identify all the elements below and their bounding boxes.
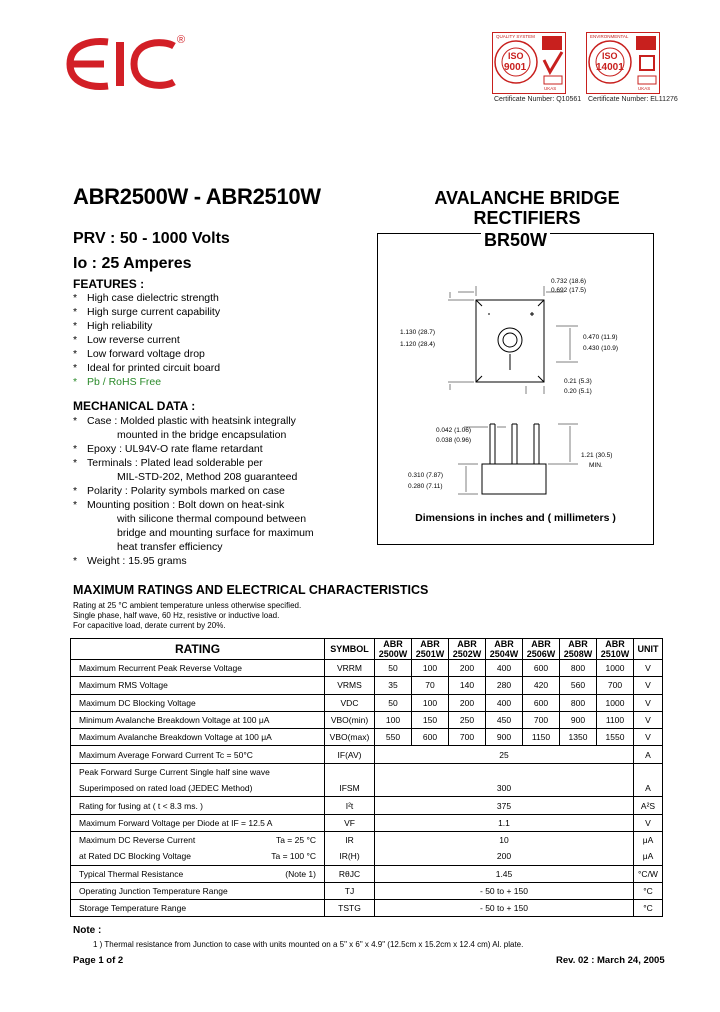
list-item: * High case dielectric strength [73,292,219,304]
table-row: Operating Junction Temperature Range TJ - 50 to + 150 °C [71,882,663,899]
col-part: ABR 2510W [597,639,634,660]
ratings-table [70,638,663,917]
list-item-cont: MIL-STD-202, Method 208 guaranteed [117,471,298,483]
dim-width-mm: 0.692 (17.5) [551,287,587,294]
package-name: BR50W [481,230,550,251]
list-item: * Low forward voltage drop [73,348,205,360]
list-item: * Low reverse current [73,334,180,346]
list-item-cont: with silicone thermal compound between [117,513,307,525]
dim-lead-len: 1.21 (30.5) [581,452,613,459]
io-spec: Io : 25 Amperes [73,255,192,272]
table-row: Storage Temperature Range TSTG - 50 to + 150 °C [71,900,663,917]
package-drawing [378,262,653,510]
dim-edge-mm: 0.20 (5.1) [564,388,592,395]
table-row: Maximum DC Reverse Current Ta = 25 °C IR 10 μA [71,831,663,848]
eic-logo [64,34,188,94]
features-list [73,291,373,389]
ring-text: ENVIRONMENTAL [590,34,629,39]
cert-number-9001: Certificate Number: Q10561 [494,96,582,103]
list-item-cont: bridge and mounting surface for maximum [117,527,314,539]
ring-text: QUALITY SYSTEM [496,34,535,39]
table-row: Maximum RMS Voltage VRMS 35 70 140 280 420 560 700 V [71,677,663,694]
iso-text: ISO [508,51,524,61]
ukas-text: UKAS [638,86,651,91]
table-row: Superimposed on rated load (JEDEC Method) IFSM 300 A [71,780,663,797]
iso-text: ISO [602,51,618,61]
table-row: Typical Thermal Resistance (Note 1) RθJC 1.45 °C/W [71,865,663,882]
col-symbol: SYMBOL [325,639,375,660]
top-view [448,286,578,394]
col-part: ABR 2506W [523,639,560,660]
table-row: Maximum Avalanche Breakdown Voltage at 100 μA VBO(max) 550 600 700 900 1150 1350 1550 V [71,729,663,746]
product-title: ABR2500W - ABR2510W [73,184,321,209]
dim-width-in: 0.732 (18.6) [551,278,587,285]
dim-height-mm: 1.120 (28.4) [400,341,436,348]
subtitle-line-2: RECTIFIERS [473,208,581,228]
table-header-row [71,639,663,660]
product-subtitle [402,188,652,228]
dim-height-in: 1.130 (28.7) [400,329,436,336]
list-item: * High reliability [73,320,153,332]
note-heading: Note : [73,925,102,936]
table-row: Maximum Recurrent Peak Reverse Voltage VRRM 50 100 200 400 600 800 1000 V [71,660,663,677]
rating-note: Rating at 25 °C ambient temperature unless otherwise specified. [73,601,302,610]
iso14001-badge [586,32,660,94]
iso-number: 14001 [596,62,624,73]
iso-number: 9001 [504,62,527,73]
prv-spec: PRV : 50 - 1000 Volts [73,230,230,247]
list-item-cont: heat transfer efficiency [117,541,223,553]
subtitle-line-1: AVALANCHE BRIDGE [434,188,620,208]
features-heading: FEATURES : [73,277,145,291]
list-item: * Ideal for printed circuit board [73,362,221,374]
list-item: * High surge current capability [73,306,221,318]
dim-hole-in: 0.470 (11.9) [583,334,618,341]
table-row: Maximum Average Forward Current Tc = 50°C IF(AV) 25 A [71,746,663,763]
rating-note: For capacitive load, derate current by 20%. [73,621,226,630]
dim-body-t-mm: 0.280 (7.11) [408,483,443,490]
list-item: * Epoxy : UL94V-O rate flame retardant [73,443,263,455]
iso9001-badge [492,32,566,94]
col-part: ABR 2500W [375,639,412,660]
col-part: ABR 2508W [560,639,597,660]
page-number: Page 1 of 2 [73,955,124,966]
table-row: Maximum Forward Voltage per Diode at IF = 12.5 A VF 1.1 V [71,814,663,831]
list-item: * Case : Molded plastic with heatsink integrally [73,415,296,427]
col-rating: RATING [71,639,325,660]
list-item: * Polarity : Polarity symbols marked on case [73,485,285,497]
dim-lead-w-in: 0.042 (1.06) [436,427,472,434]
cert-number-14001: Certificate Number: EL11276 [588,96,678,103]
mechanical-list [73,414,373,568]
list-item-rohs: * Pb / RoHS Free [73,376,162,388]
col-part: ABR 2501W [412,639,449,660]
dim-body-t-in: 0.310 (7.87) [408,472,444,479]
side-view [458,424,578,494]
dim-lead-w-mm: 0.038 (0.96) [436,437,472,444]
col-part: ABR 2502W [449,639,486,660]
table-row: Rating for fusing at ( t < 8.3 ms. ) I²t 375 A²S [71,797,663,814]
col-unit: UNIT [634,639,663,660]
dim-lead-len-min: MIN. [589,462,603,469]
mechanical-heading: MECHANICAL DATA : [73,399,196,413]
table-row: Minimum Avalanche Breakdown Voltage at 100 μA VBO(min) 100 150 250 450 700 900 1100 V [71,711,663,728]
table-row: at Rated DC Blocking Voltage Ta = 100 °C IR(H) 200 μA [71,848,663,865]
logo-text [64,34,65,35]
list-item-cont: mounted in the bridge encapsulation [117,429,287,441]
rating-note: Single phase, half wave, 60 Hz, resistive or inductive load. [73,611,280,620]
dim-hole-mm: 0.430 (10.9) [583,345,619,352]
table-row: Peak Forward Surge Current Single half sine wave [71,763,663,780]
ratings-heading: MAXIMUM RATINGS AND ELECTRICAL CHARACTERISTICS [73,583,429,597]
table-row: Maximum DC Blocking Voltage VDC 50 100 200 400 600 800 1000 V [71,694,663,711]
registered-mark: ® [177,34,186,46]
ukas-text: UKAS [544,86,557,91]
note-text: 1 ) Thermal resistance from Junction to case with units mounted on a 5" x 6" x 4.9" (12.5cm x 15.2cm x 12.4 cm) Al. plate. [93,940,524,949]
list-item: * Mounting position : Bolt down on heat-sink [73,499,285,511]
ratings-notes [73,601,301,631]
list-item: * Terminals : Plated lead solderable per [73,457,263,469]
dim-edge-in: 0.21 (5.3) [564,378,592,385]
list-item: * Weight : 15.95 grams [73,555,187,567]
col-part: ABR 2504W [486,639,523,660]
revision: Rev. 02 : March 24, 2005 [556,955,665,966]
dimensions-caption: Dimensions in inches and ( millimeters ) [415,512,616,524]
